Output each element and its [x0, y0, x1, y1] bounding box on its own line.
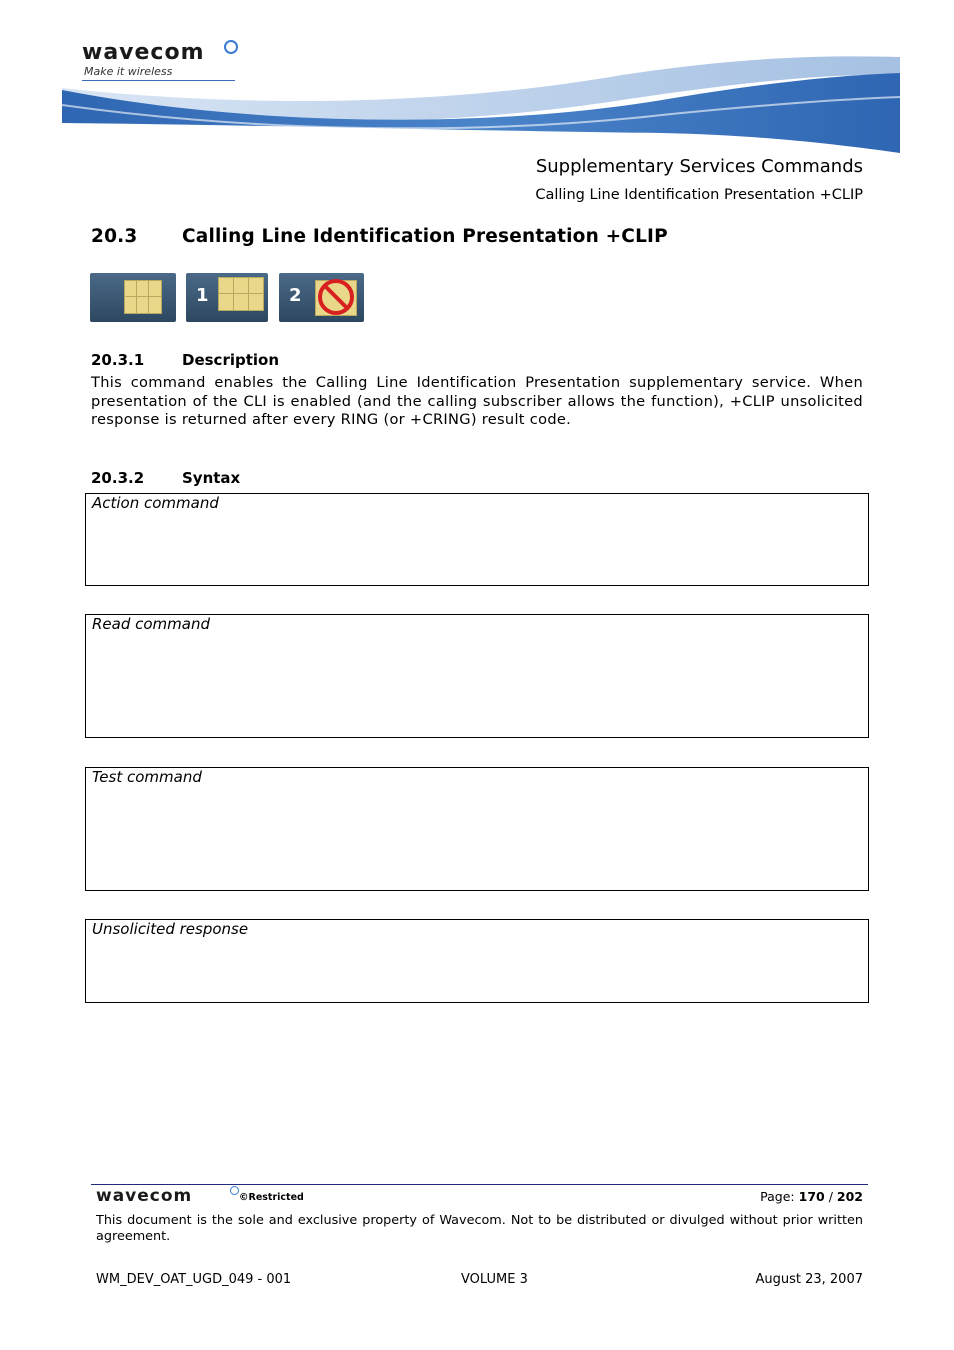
sim-icon — [90, 273, 176, 322]
syntax-heading — [91, 469, 240, 487]
syntax-title: Syntax — [182, 469, 241, 487]
sim-number-label: 1 — [196, 285, 209, 306]
footer-doc-ref: WM_DEV_OAT_UGD_049 - 001 — [96, 1272, 292, 1287]
syntax-number: 20.3.2 — [91, 469, 145, 487]
footer-notice: This document is the sole and exclusive property of Wavecom. Not to be distributed or divulged without prior written agreement. — [96, 1213, 863, 1244]
footer-date: August 23, 2007 — [755, 1272, 863, 1287]
footer-wavecom-logo: wavecom — [96, 1186, 193, 1206]
no-entry-icon — [316, 277, 356, 317]
description-title: Description — [182, 351, 280, 369]
section-title: Calling Line Identification Presentation +CLIP — [182, 226, 668, 247]
header-wave-banner — [62, 55, 900, 155]
action-command-box — [85, 493, 869, 586]
footer-volume: VOLUME 3 — [461, 1272, 528, 1287]
sim-chip-icon — [218, 277, 264, 311]
description-number: 20.3.1 — [91, 351, 145, 369]
test-command-box — [85, 767, 869, 891]
sim-1-icon — [186, 273, 268, 322]
wavecom-logo: wavecom — [82, 40, 205, 65]
sim-chip-icon — [124, 280, 162, 314]
section-heading — [91, 226, 668, 247]
restricted-label: ©Restricted — [239, 1192, 304, 1203]
page-number: Page: 170 / 202 — [760, 1189, 863, 1204]
section-number: 20.3 — [91, 226, 138, 247]
sim-number-label: 2 — [289, 285, 302, 306]
running-section-title: Calling Line Identification Presentation +CLIP — [535, 187, 863, 203]
logo-swirl-icon — [224, 40, 238, 54]
chapter-title: Supplementary Services Commands — [535, 156, 863, 177]
sim-2-blocked-icon — [279, 273, 364, 322]
box-label: Read command — [92, 615, 211, 633]
box-label: Unsolicited response — [92, 920, 249, 938]
description-text: This command enables the Calling Line Identification Presentation supplementary service. When presentation of the CLI is enabled (and the calling subscriber allows the function), +CLIP unsolicited response is returned after every RING (or +CRING) result code. — [91, 374, 863, 429]
description-heading — [91, 351, 279, 369]
read-command-box — [85, 614, 869, 738]
footer-rule — [91, 1184, 868, 1185]
box-label: Action command — [92, 494, 219, 512]
unsolicited-response-box — [85, 919, 869, 1003]
logo-tagline: Make it wireless — [84, 65, 173, 78]
footer-logo-swirl-icon — [230, 1186, 239, 1195]
box-label: Test command — [92, 768, 202, 786]
